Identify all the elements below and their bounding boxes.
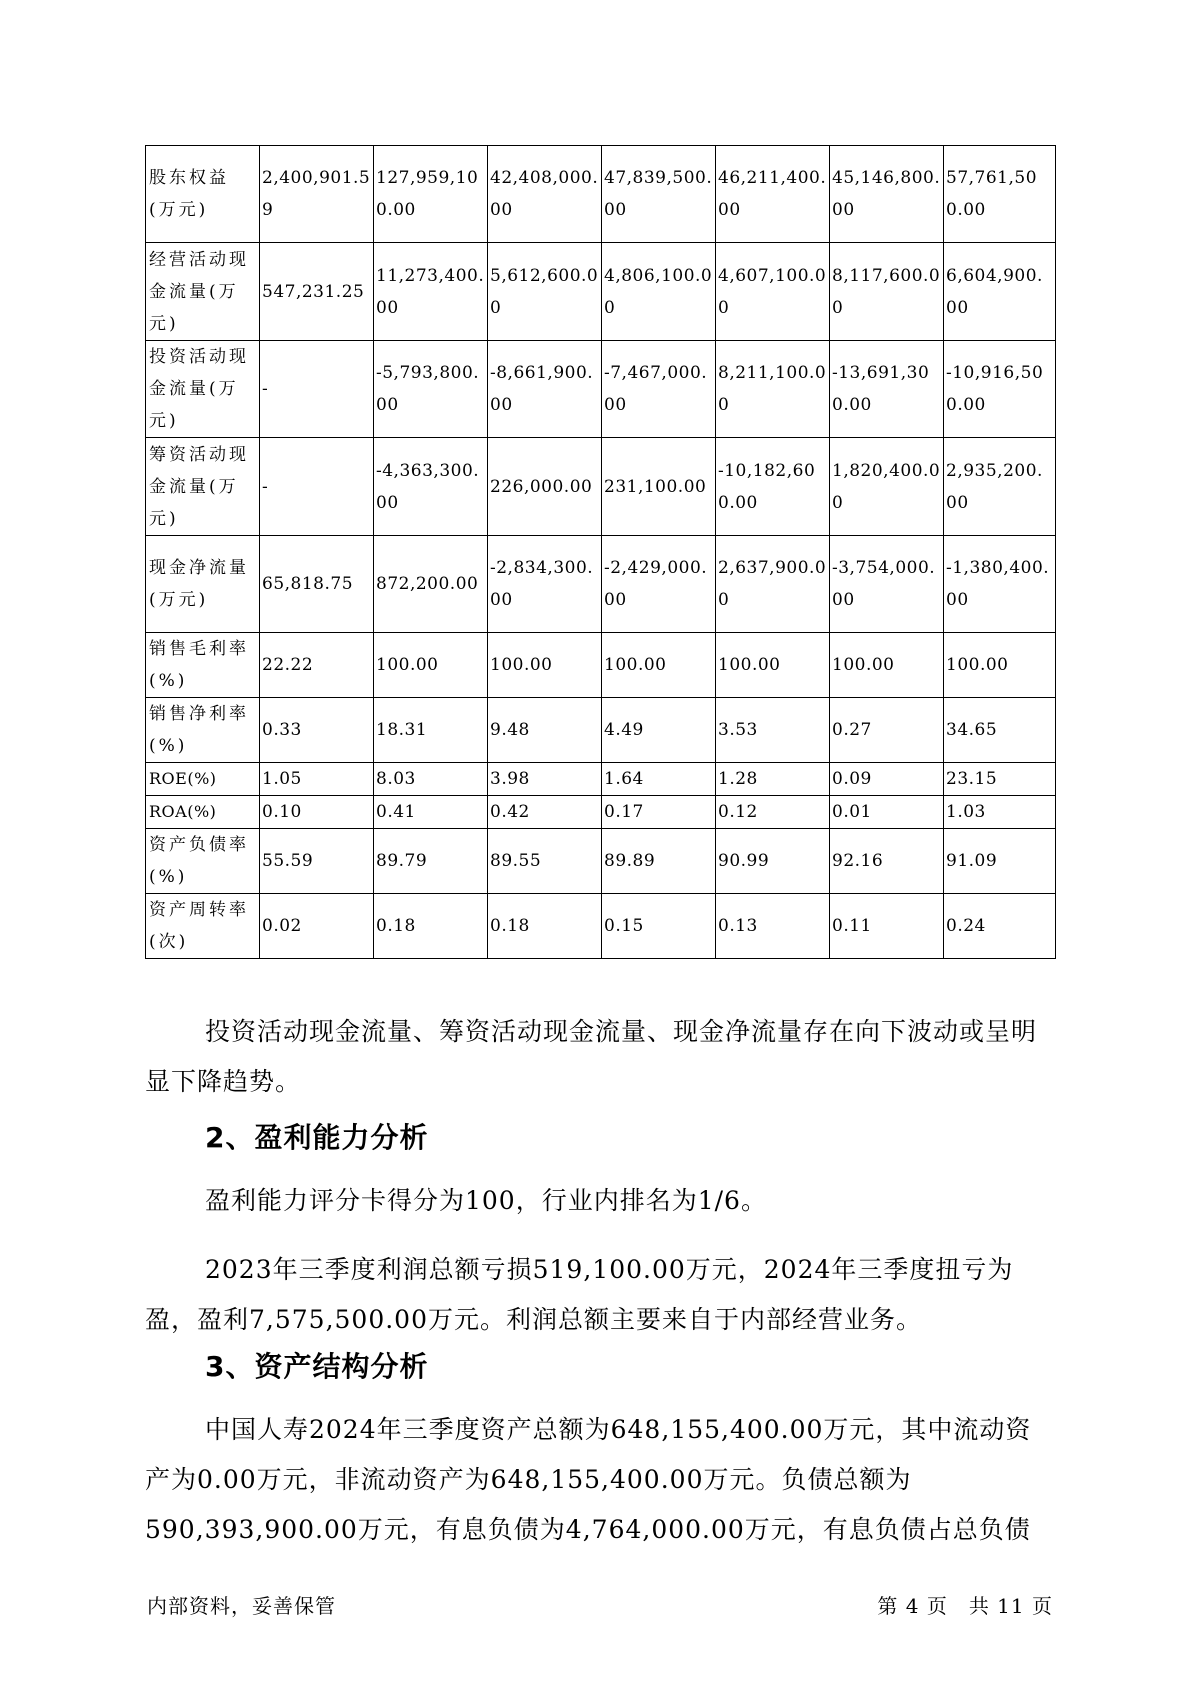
table-row [146, 341, 1056, 438]
table-cell: 231,100.00 [602, 438, 716, 536]
table-cell: 4.49 [602, 698, 716, 763]
table-cell: - [260, 341, 374, 438]
table-cell: 34.65 [944, 698, 1056, 763]
table-cell: 547,231.25 [260, 243, 374, 341]
table-cell: 0.11 [830, 894, 944, 959]
profitability-section-heading: 2、盈利能力分析 [205, 1121, 429, 1154]
row-label: 资产周转率(次) [146, 894, 260, 959]
profit-summary-paragraph: 2023年三季度利润总额亏损519,100.00万元，2024年三季度扭亏为盈，盈利7,575,500.00万元。利润总额主要来自于内部经营业务。 [145, 1255, 1014, 1334]
table-cell: 47,839,500.00 [602, 146, 716, 243]
table-row [146, 763, 1056, 796]
table-row [146, 146, 1056, 243]
table-cell: 65,818.75 [260, 536, 374, 633]
table-cell: -1,380,400.00 [944, 536, 1056, 633]
table-cell: -5,793,800.00 [374, 341, 488, 438]
table-cell: 0.33 [260, 698, 374, 763]
table-cell: 92.16 [830, 829, 944, 894]
table-cell: 6,604,900.00 [944, 243, 1056, 341]
table-cell: - [260, 438, 374, 536]
row-label: 筹资活动现金流量(万元) [146, 438, 260, 536]
table-cell: 100.00 [944, 633, 1056, 698]
financial-metrics-table [145, 145, 1056, 959]
table-cell: 4,806,100.00 [602, 243, 716, 341]
table-cell: 1.28 [716, 763, 830, 796]
table-cell: 872,200.00 [374, 536, 488, 633]
table-cell: 18.31 [374, 698, 488, 763]
table-cell: -3,754,000.00 [830, 536, 944, 633]
table-cell: 89.79 [374, 829, 488, 894]
table-cell: 4,607,100.00 [716, 243, 830, 341]
table-row [146, 698, 1056, 763]
table-cell: 100.00 [602, 633, 716, 698]
row-label: 销售毛利率(%) [146, 633, 260, 698]
table-cell: -8,661,900.00 [488, 341, 602, 438]
table-cell: 0.01 [830, 796, 944, 829]
table-cell: 0.24 [944, 894, 1056, 959]
table-cell: 2,935,200.00 [944, 438, 1056, 536]
table-cell: 1.64 [602, 763, 716, 796]
table-cell: 89.89 [602, 829, 716, 894]
table-cell: 9.48 [488, 698, 602, 763]
table-cell: 100.00 [374, 633, 488, 698]
table-row [146, 536, 1056, 633]
row-label: 现金净流量(万元) [146, 536, 260, 633]
table-cell: 8.03 [374, 763, 488, 796]
table-cell: 0.18 [374, 894, 488, 959]
table-cell: 0.10 [260, 796, 374, 829]
table-cell: -4,363,300.00 [374, 438, 488, 536]
table-cell: 2,400,901.59 [260, 146, 374, 243]
table-cell: 45,146,800.00 [830, 146, 944, 243]
table-cell: 1.05 [260, 763, 374, 796]
table-cell: 89.55 [488, 829, 602, 894]
table-cell: 0.12 [716, 796, 830, 829]
table-row [146, 894, 1056, 959]
table-cell: 57,761,500.00 [944, 146, 1056, 243]
row-label: 股东权益(万元) [146, 146, 260, 243]
table-body [146, 146, 1056, 959]
table-cell: 100.00 [716, 633, 830, 698]
table-cell: 3.53 [716, 698, 830, 763]
table-cell: -13,691,300.00 [830, 341, 944, 438]
table-cell: 23.15 [944, 763, 1056, 796]
asset-structure-section-heading: 3、资产结构分析 [205, 1350, 429, 1383]
table-cell: -2,429,000.00 [602, 536, 716, 633]
table-cell: 1.03 [944, 796, 1056, 829]
table-cell: 2,637,900.00 [716, 536, 830, 633]
table-cell: 0.15 [602, 894, 716, 959]
table-cell: 3.98 [488, 763, 602, 796]
asset-structure-paragraph: 中国人寿2024年三季度资产总额为648,155,400.00万元，其中流动资产为0.00万元，非流动资产为648,155,400.00万元。负债总额为590,393,900.00万元，有息负债为4,764,000.00万元，有息负债占总负债 [145, 1415, 1032, 1544]
table-cell: 0.02 [260, 894, 374, 959]
table-cell: 0.41 [374, 796, 488, 829]
table-cell: 127,959,100.00 [374, 146, 488, 243]
table-cell: 55.59 [260, 829, 374, 894]
footer-confidential-note: 内部资料，妥善保管 [147, 1594, 336, 1618]
row-label: 销售净利率(%) [146, 698, 260, 763]
table-cell: 100.00 [488, 633, 602, 698]
table-cell: 8,211,100.00 [716, 341, 830, 438]
table-cell: 0.42 [488, 796, 602, 829]
table-cell: 0.27 [830, 698, 944, 763]
table-cell: 46,211,400.00 [716, 146, 830, 243]
table-cell: 5,612,600.00 [488, 243, 602, 341]
table-cell: 42,408,000.00 [488, 146, 602, 243]
table-row [146, 829, 1056, 894]
table-cell: 100.00 [830, 633, 944, 698]
table-cell: 22.22 [260, 633, 374, 698]
table-cell: -7,467,000.00 [602, 341, 716, 438]
table-row [146, 438, 1056, 536]
table-row [146, 243, 1056, 341]
table-cell: 0.17 [602, 796, 716, 829]
table-cell: -2,834,300.00 [488, 536, 602, 633]
table-cell: -10,182,600.00 [716, 438, 830, 536]
table-cell: 90.99 [716, 829, 830, 894]
profitability-score-paragraph: 盈利能力评分卡得分为100，行业内排名为1/6。 [205, 1186, 767, 1215]
cashflow-trend-paragraph: 投资活动现金流量、筹资活动现金流量、现金净流量存在向下波动或呈明显下降趋势。 [145, 1017, 1038, 1096]
table-cell: 0.13 [716, 894, 830, 959]
table-cell: 8,117,600.00 [830, 243, 944, 341]
row-label: 经营活动现金流量(万元) [146, 243, 260, 341]
table-row [146, 633, 1056, 698]
row-label: 资产负债率(%) [146, 829, 260, 894]
table-cell: 0.18 [488, 894, 602, 959]
row-label: ROA(%) [146, 796, 260, 829]
row-label: ROE(%) [146, 763, 260, 796]
table-cell: 0.09 [830, 763, 944, 796]
table-cell: 11,273,400.00 [374, 243, 488, 341]
footer-page-number: 第 4 页 共 11 页 [877, 1594, 1053, 1618]
row-label: 投资活动现金流量(万元) [146, 341, 260, 438]
table-cell: 91.09 [944, 829, 1056, 894]
table-row [146, 796, 1056, 829]
table-cell: 226,000.00 [488, 438, 602, 536]
table-cell: -10,916,500.00 [944, 341, 1056, 438]
table-cell: 1,820,400.00 [830, 438, 944, 536]
